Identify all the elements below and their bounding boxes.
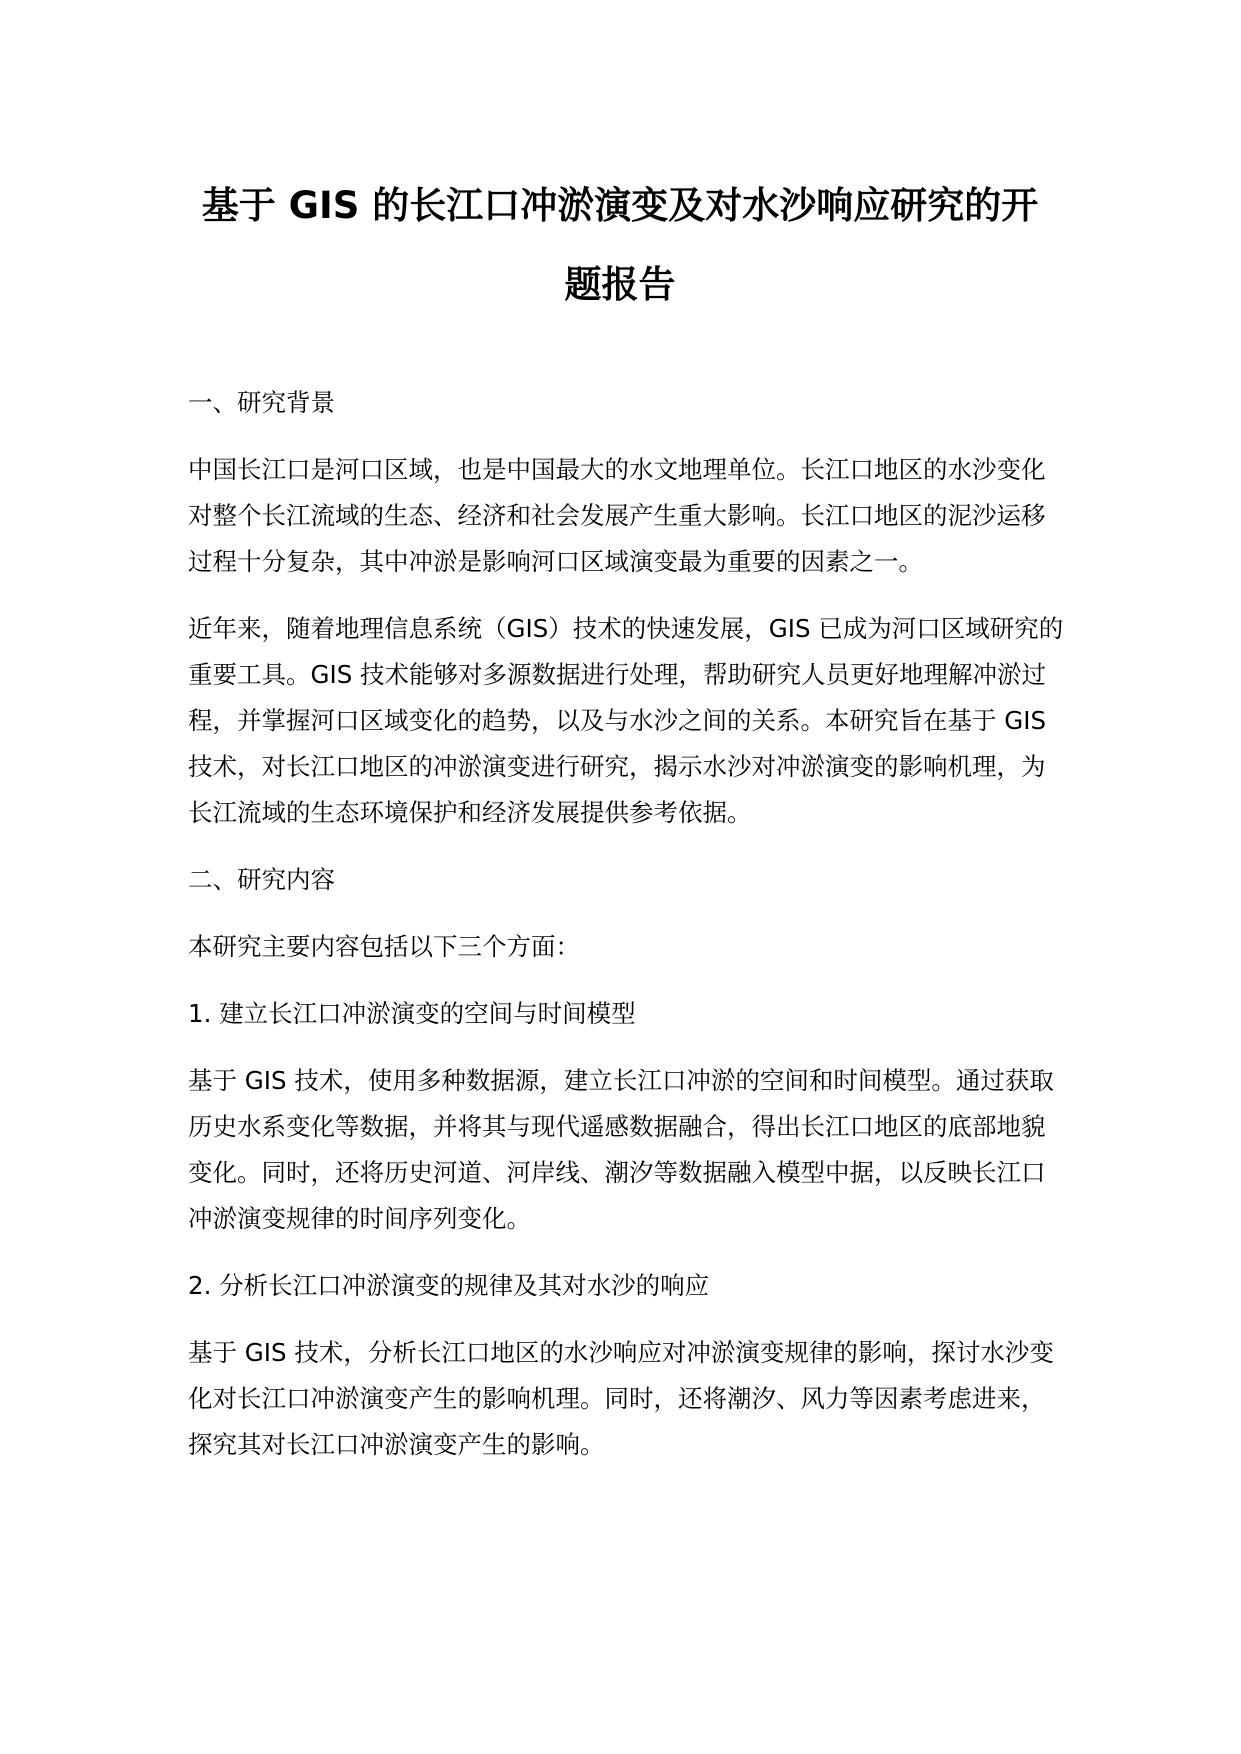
paragraph-background-1: 中国长江口是河口区域，也是中国最大的水文地理单位。长江口地区的水沙变化对整个长江流域的生态、经济和社会发展产生重大影响。长江口地区的泥沙运移过程十分复杂，其中冲淤是影响河口区域演变最为重要的因素之一。 [188,455,1046,576]
document-body [188,380,1068,1489]
paragraph-content-intro: 本研究主要内容包括以下三个方面： [188,932,580,961]
item-heading-2: 2. 分析长江口冲淤演变的规律及其对水沙的响应 [188,1271,710,1300]
section-heading-content: 二、研究内容 [188,865,335,894]
paragraph-item-1: 基于 GIS 技术，使用多种数据源，建立长江口冲淤的空间和时间模型。通过获取历史水系变化等数据，并将其与现代遥感数据融合，得出长江口地区的底部地貌变化。同时，还将历史河道、河岸线、潮汐等数据融入模型中据，以反映长江口冲淤演变规律的时间序列变化。 [188,1066,1054,1233]
document-title-line-1: 基于 GIS 的长江口冲淤演变及对水沙响应研究的开 [201,184,1039,227]
paragraph-background-2: 近年来，随着地理信息系统（GIS）技术的快速发展，GIS 已成为河口区域研究的重要工具。GIS 技术能够对多源数据进行处理，帮助研究人员更好地理解冲淤过程，并掌握河口区域变化的趋势，以及与水沙之间的关系。本研究旨在基于 GIS 技术，对长江口地区的冲淤演变进行研究，揭示水沙对冲淤演变的影响机理，为长江流域的生态环境保护和经济发展提供参考依据。 [188,614,1064,827]
item-heading-1: 1. 建立长江口冲淤演变的空间与时间模型 [188,999,636,1028]
document-title-line-2: 题报告 [564,263,676,306]
paragraph-item-2: 基于 GIS 技术，分析长江口地区的水沙响应对冲淤演变规律的影响，探讨水沙变化对长江口冲淤演变产生的影响机理。同时，还将潮汐、风力等因素考虑进来，探究其对长江口冲淤演变产生的影响。 [188,1338,1054,1459]
section-heading-background: 一、研究背景 [188,388,335,417]
